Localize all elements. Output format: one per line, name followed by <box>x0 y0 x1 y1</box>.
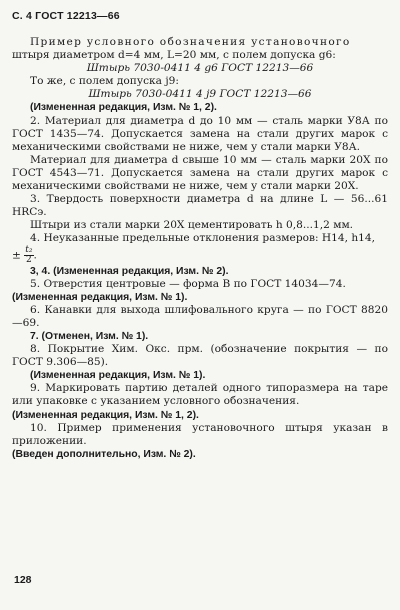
item-5-center-holes: 5. Отверстия центровые — форма В по ГОСТ 14034—74. <box>30 277 346 290</box>
item-7-cancelled: 7. (Отменен, Изм. № 1). <box>30 330 149 342</box>
item-2-material-large: Материал для диаметра d свыше 10 мм — сталь марки 20Х по ГОСТ 4543—71. Допускается замена на стали других марок с механическими свойствами не ниже, чем у стали марки 20Х. <box>12 153 388 193</box>
revision-note-9: (Измененная редакция, Изм. № 1, 2). <box>12 409 199 421</box>
item-3-hardness: 3. Твердость поверхности диаметра d на длине L — 56...61 HRCэ. <box>12 193 388 219</box>
item-8-coating: 8. Покрытие Хим. Окс. прм. (обозначение покрытия — по ГОСТ 9.306—85). <box>12 343 388 369</box>
revision-note-3-4: 3, 4. (Измененная редакция, Изм. № 2). <box>30 265 229 277</box>
item-10-example: 10. Пример применения установочного штыря указан в приложении. <box>12 421 388 447</box>
designation-j9: Штырь 7030-0411 4 j9 ГОСТ 12213—66 <box>88 88 312 101</box>
page-header: С. 4 ГОСТ 12213—66 <box>12 10 120 22</box>
page-number: 128 <box>14 574 32 586</box>
item-3-cementation: Штыри из стали марки 20Х цементировать h 0,8...1,2 мм. <box>30 219 354 232</box>
revision-note-example: (Измененная редакция, Изм. № 1, 2). <box>30 102 217 114</box>
fraction-denominator: 2 <box>26 254 32 265</box>
example-intro-rest: штыря диаметром d=4 мм, L=20 мм, с полем допуска g6: <box>12 49 336 62</box>
fraction-numerator: t₂ <box>25 244 33 255</box>
fraction-period: . <box>33 249 37 261</box>
item-4-tolerances: 4. Неуказанные предельные отклонения размеров: H14, h14, <box>30 232 376 245</box>
item-4-fraction-line <box>12 246 388 265</box>
plus-minus-sign: ± <box>12 249 21 261</box>
item-9-marking: 9. Маркировать партию деталей одного типоразмера на таре или упаковке с указанием условного обозначения. <box>12 382 388 408</box>
example-intro: Пример условного обозначения установочного <box>30 36 351 48</box>
designation-g6: Штырь 7030-0411 4 g6 ГОСТ 12213—66 <box>86 62 314 75</box>
tolerance-fraction <box>24 246 33 265</box>
item-2-material-small: 2. Материал для диаметра d до 10 мм — сталь марки У8А по ГОСТ 1435—74. Допускается замена на стали других марок с механическими свойствами не ниже, чем у стали марки У8А. <box>12 114 388 153</box>
same-with-j9: То же, с полем допуска j9: <box>30 75 179 88</box>
page-content <box>12 10 388 461</box>
item-6-grooves: 6. Канавки для выхода шлифовального круга — по ГОСТ 8820—69. <box>12 303 388 329</box>
revision-note-10: (Введен дополнительно, Изм. № 2). <box>12 448 196 460</box>
revision-note-8: (Измененная редакция, Изм. № 1). <box>30 370 206 382</box>
revision-note-5: (Измененная редакция, Изм. № 1). <box>12 291 188 303</box>
